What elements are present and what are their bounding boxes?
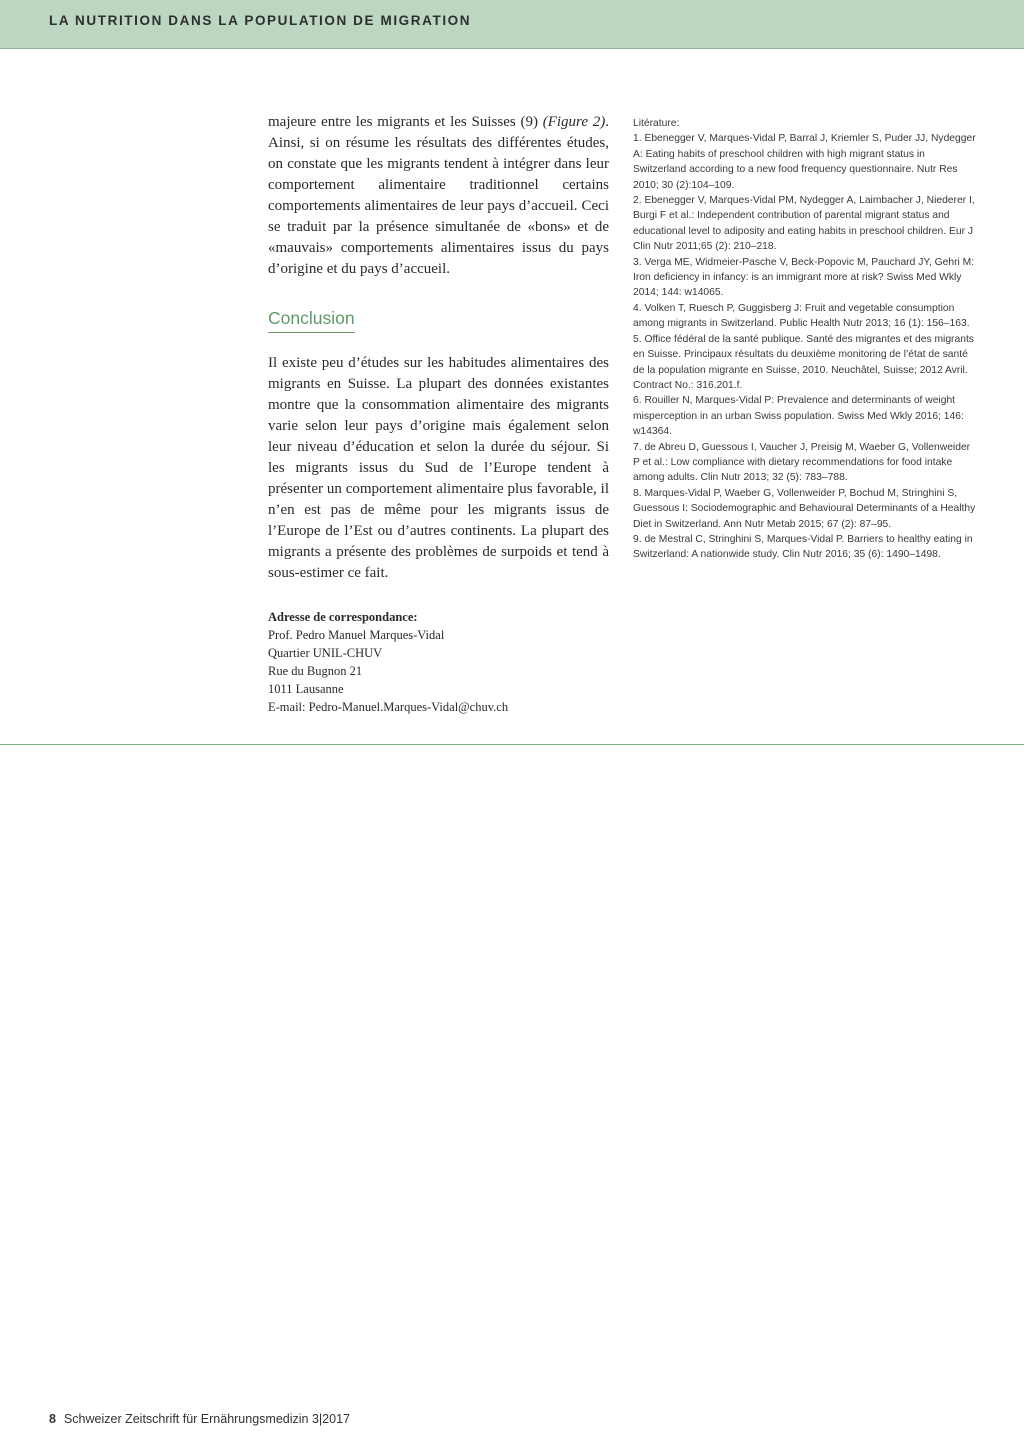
- address-line: Rue du Bugnon 21: [268, 664, 363, 678]
- address-line: Prof. Pedro Manuel Marques-Vidal: [268, 628, 445, 642]
- figure-reference: (Figure 2): [542, 114, 606, 130]
- reference-item: 2. Ebenegger V, Marques-Vidal PM, Nydegger A, Laimbacher J, Niederer I, Burgi F et al.: Independent contribution of parental migrant status and educational level to adiposity and eating habits in preschool children. Eur J Clin Nutr 2011;65 (2): 210–218.: [633, 195, 975, 253]
- reference-item: 6. Rouiller N, Marques-Vidal P: Prevalence and determinants of weight misperception in an urban Swiss population. Swiss Med Wkly 2016; 146: w14364.: [633, 395, 964, 438]
- page-number: 8: [49, 1412, 56, 1426]
- address-line: 1011 Lausanne: [268, 682, 344, 696]
- reference-item: 1. Ebenegger V, Marques-Vidal P, Barral J, Kriemler S, Puder JJ, Nydegger A: Eating habits of preschool children with high migrant status in Switzerland according to a new food frequency questionnaire. Nutr Res 2010; 30 (2):104–109.: [633, 133, 976, 191]
- literature-title: Litérature:: [633, 118, 680, 129]
- section-heading-conclusion: Conclusion: [268, 307, 355, 333]
- reference-item: 3. Verga ME, Widmeier-Pasche V, Beck-Popovic M, Pauchard JY, Gehri M: Iron deficiency in infancy: is an immigrant more at risk? Swiss Med Wkly 2014; 144: w14065.: [633, 256, 975, 299]
- correspondence-address: [268, 608, 609, 716]
- page-footer: [49, 1412, 350, 1426]
- address-email: E-mail: Pedro-Manuel.Marques-Vidal@chuv.ch: [268, 700, 509, 714]
- body-paragraph: [268, 112, 609, 280]
- reference-item: 5. Office fédéral de la santé publique. Santé des migrantes et des migrants en Suisse. Principaux résultats du deuxième monitoring de l’état de santé de la population migrante en Suisse, 2010. Neuchâtel, Suisse; 2012 Avril. Contract No.: 316.201.f.: [633, 333, 974, 391]
- reference-item: 7. de Abreu D, Guessous I, Vaucher J, Preisig M, Waeber G, Vollenweider P et al.: Low compliance with dietary recommendations for food intake among adults. Clin Nutr 2013; 32 (5): 783–788.: [633, 441, 971, 484]
- body-text: majeure entre les migrants et les Suisses (9): [268, 114, 543, 130]
- reference-item: 8. Marques-Vidal P, Waeber G, Vollenweider P, Bochud M, Stringhini S, Guessous I: Sociodemographic and Behavioural Determinants of a Healthy Diet in Switzerland. Ann Nutr Metab 2015; 67 (2): 87–95.: [633, 487, 976, 530]
- journal-name: Schweizer Zeitschrift für Ernährungsmedizin 3|2017: [63, 1412, 350, 1426]
- reference-item: 9. de Mestral C, Stringhini S, Marques-Vidal P. Barriers to healthy eating in Switzerland: A nationwide study. Clin Nutr 2016; 35 (6): 1490–1498.: [633, 533, 973, 561]
- body-text: . Ainsi, si on résume les résultats des différentes études, on constate que les migrants tendent à intégrer dans leur comportement alimentaire traditionnel certains comportements alimentaires de leur pays d’accueil. Ceci se traduit par la présence simultanée de «bons» et de «mauvais» comportements alimentaires issus du pays d’origine et du pays d’accueil.: [268, 114, 609, 277]
- conclusion-paragraph: Il existe peu d’études sur les habitudes alimentaires des migrants en Suisse. La plupart des données existantes montre que la consommation alimentaire des migrants varie selon leur pays d’origine mais également selon leur niveau d’éducation et selon la durée du séjour. Si les migrants issus du Sud de l’Europe tendent à présenter un comportement alimentaire plus favorable, il n’en est pas de même pour les migrants issus de l’Europe de l’Est ou d’autres continents. La plupart des migrants a présente des problèmes de surpoids et tend à sous-estimer ce fait.: [268, 355, 609, 581]
- main-text-column: [268, 112, 609, 716]
- address-label: Adresse de correspondance:: [268, 610, 418, 624]
- address-line: Quartier UNIL-CHUV: [268, 646, 383, 660]
- reference-item: 4. Volken T, Ruesch P, Guggisberg J: Fruit and vegetable consumption among migrants in Switzerland. Public Health Nutr 2013; 16 (1): 156–163.: [633, 302, 970, 330]
- running-header-title: LA NUTRITION DANS LA POPULATION DE MIGRATION: [49, 13, 472, 28]
- running-header: [0, 0, 1024, 49]
- literature-column: [633, 116, 977, 563]
- section-divider: [0, 744, 1024, 745]
